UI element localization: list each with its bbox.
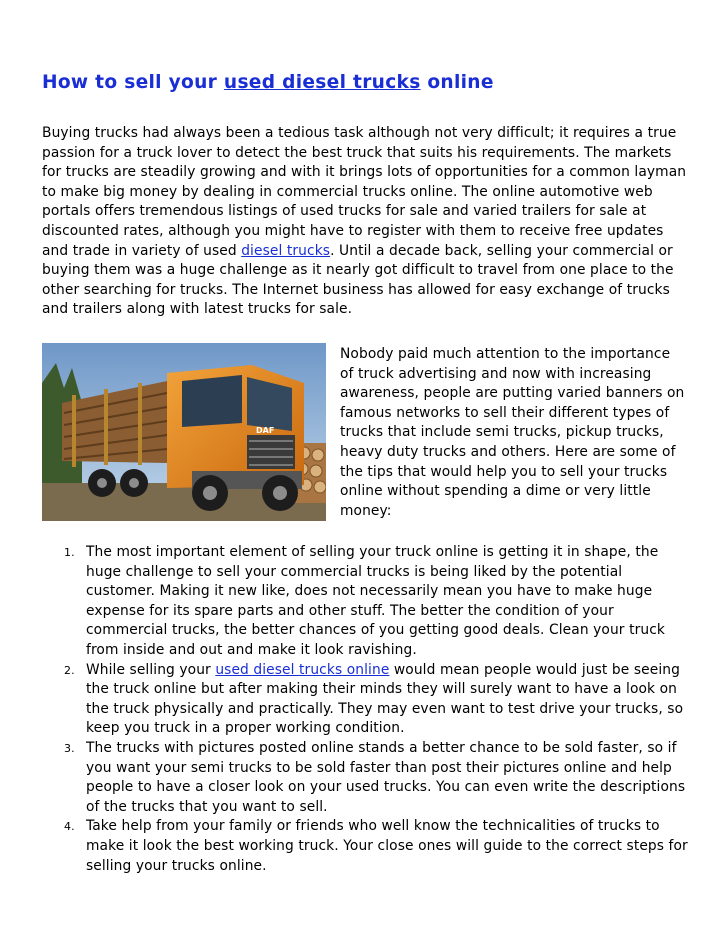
list-item-text: The most important element of selling your truck online is getting it in shape, the huge challenge to sell your commercial trucks is being liked by the potential customer. Making it new like, does not necessarily mean you have to make huge expense for its spare parts and other stuff. The better the condition of your commercial trucks, the better chances of you getting good deals. Clean your truck from inside and out and make it look ravishing. [86, 544, 665, 658]
title-link[interactable]: used diesel trucks [223, 72, 421, 93]
tips-list [42, 543, 688, 876]
truck-photo [42, 343, 326, 521]
list-number: 4. [64, 820, 75, 834]
list-item-text: The trucks with pictures posted online stands a better chance to be sold faster, so if you want your semi trucks to be sold faster than post their pictures online and help people to have a closer look on your used trucks. You can even write the descriptions of the trucks that you want to sell. [86, 739, 686, 815]
list-item-text: Take help from your family or friends who well know the technicalities of trucks to make it look the best working truck. Your close ones will guide to the correct steps for selling your trucks online. [86, 818, 688, 874]
list-item-text-before: While selling your [86, 661, 216, 678]
truck-brand-text: DAF [256, 426, 275, 435]
list-number: 3. [64, 741, 75, 755]
side-paragraph: Nobody paid much attention to the importance of truck advertising and now with increasing awareness, people are putting varied banners on famous networks to sell their different types of trucks that include semi trucks, pickup trucks, heavy duty trucks and others. Here are some of the tips that would help you to sell your trucks online without spending a dime or very little money: [340, 346, 685, 519]
truck-illustration [42, 343, 326, 521]
list-item-text-after: would mean people would just be seeing the truck online but after making their minds they will surely want to have a look on the truck physically and practically. They may even want to test drive your trucks, so keep you truck in a proper working condition. [86, 661, 684, 737]
list-item [42, 739, 688, 817]
list-item [42, 817, 688, 876]
title-prefix: How to sell your [42, 72, 224, 93]
intro-text-after: . Until a decade back, selling your commercial or buying them was a huge challenge as it nearly got difficult to travel from one place to the other searching for trucks. The Internet business has allowed for easy exchange of trucks and trailers along with latest trucks for sale. [42, 242, 674, 318]
list-number: 1. [64, 546, 75, 559]
list-item [42, 661, 688, 739]
intro-text-before: Buying trucks had always been a tedious task although not very difficult; it requires a true passion for a truck lover to detect the best truck that suits his requirements. The markets for trucks are steadily growing and with it brings lots of opportunities for a common layman to make big money by dealing in commercial trucks online. The online automotive web portals offers tremendous listings of used trucks for sale and varied trailers for sale at discounted rates, although you might have to register with them to receive free updates and trade in variety of used [42, 125, 687, 259]
page-title [42, 72, 494, 93]
intro-paragraph [42, 124, 688, 320]
title-suffix: online [420, 72, 494, 93]
list-item [42, 543, 688, 661]
diesel-trucks-link[interactable]: diesel trucks [241, 242, 331, 259]
list-number: 2. [64, 663, 75, 677]
used-diesel-trucks-online-link[interactable]: used diesel trucks online [215, 661, 390, 678]
truck-cab [167, 365, 304, 489]
